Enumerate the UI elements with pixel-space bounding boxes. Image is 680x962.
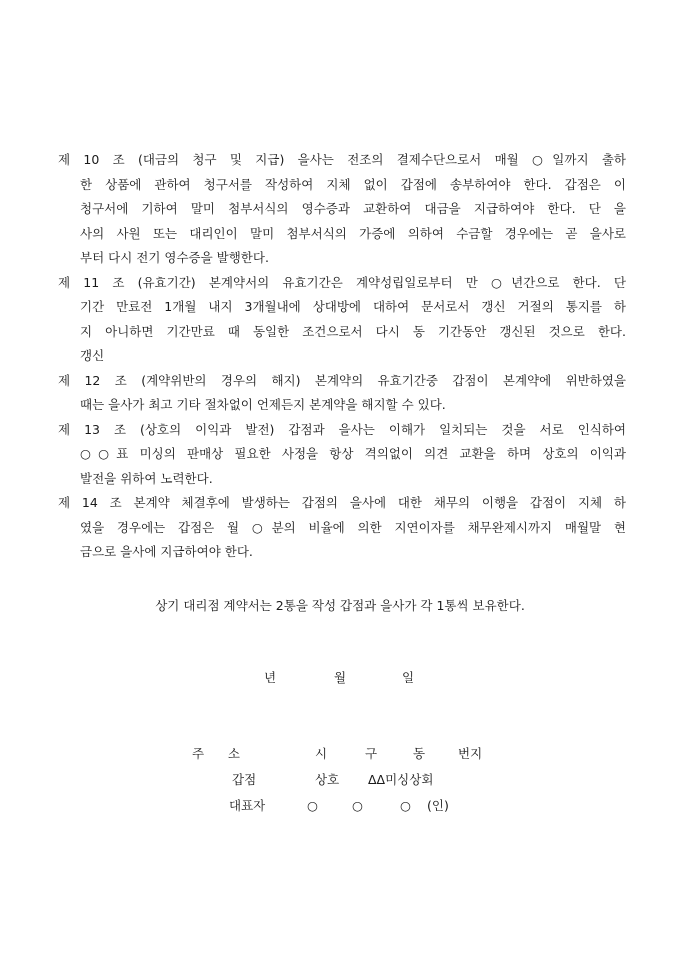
article-list [58, 148, 626, 565]
date-year: 년 [264, 670, 277, 685]
article-10-line: 청구서에 기하여 말미 첨부서식의 영수증과 교환하여 대금을 지급하여야 한다. 단 을 [80, 201, 626, 216]
article-11-line: 기간 만료전 1개월 내지 3개월내에 상대방에 대하여 문서로서 갱신 거절의 통지를 하 [80, 299, 626, 314]
article-11 [58, 271, 626, 369]
date-month: 월 [334, 670, 347, 685]
article-10-line: 부터 다시 전기 영수증을 발행한다. [80, 250, 269, 265]
address-si: 시 [315, 746, 328, 761]
representative-mark: ○ [400, 798, 411, 813]
article-13-line: 제 13 조 (상호의 이익과 발전) 갑점과 을사는 이해가 일치되는 것을 서로 인식하여 [58, 421, 626, 437]
article-14 [58, 491, 626, 565]
address-beonji: 번지 [458, 746, 483, 761]
article-11-line: 지 아니하면 기간만료 때 동일한 조건으로서 다시 동 기간동안 갱신된 것으로 한다. [80, 323, 626, 339]
article-10-line: 제 10 조 (대금의 청구 및 지급) 을사는 전조의 결제수단으로서 매월 ○일까지 출하 [58, 152, 626, 167]
representative-mark: ○ [352, 798, 363, 813]
article-11-line: 갱신 [80, 348, 105, 363]
article-13-line: 발전을 위하여 노력한다. [80, 470, 213, 486]
seal-label: (인) [427, 798, 449, 813]
article-12-line: 제 12 조 (계약위반의 경우의 해지) 본계약의 유효기간중 갑점이 본계약에 위반하였을 [58, 372, 626, 388]
article-10-line: 한 상품에 관하여 청구서를 작성하여 지체 없이 갑점에 송부하여야 한다. 갑점은 이 [80, 176, 626, 192]
copies-statement: 상기 대리점 계약서는 2통을 작성 갑점과 을사가 각 1통씩 보유한다. [155, 598, 525, 613]
trade-name-value: ΔΔ미싱상회 [368, 772, 434, 787]
article-14-line: 금으로 을사에 지급하여야 한다. [80, 544, 253, 559]
representative-label: 대표자 [229, 798, 266, 813]
address-dong: 동 [413, 746, 426, 761]
address-label: 주 소 [192, 746, 240, 761]
article-14-line: 였을 경우에는 갑점은 월 ○분의 비율에 의한 지연이자를 채무완제시까지 매월말 현 [80, 519, 626, 535]
article-12 [58, 369, 626, 418]
party-label: 갑점 [232, 772, 257, 787]
date-day: 일 [402, 670, 415, 685]
article-10-line: 사의 사원 또는 대리인이 말미 첨부서식의 가증에 의하여 수금할 경우에는 곧 을사로 [80, 225, 626, 241]
article-11-line: 제 11 조 (유효기간) 본계약서의 유효기간은 계약성립일로부터 만 ○년간으로 한다. 단 [58, 274, 626, 290]
article-14-line: 제 14 조 본계약 체결후에 발생하는 갑점의 을사에 대한 채무의 이행을 갑점이 지체 하 [58, 495, 626, 510]
address-gu: 구 [365, 746, 378, 761]
trade-name-label: 상호 [315, 772, 340, 787]
article-10 [58, 148, 626, 271]
article-13 [58, 418, 626, 492]
representative-mark: ○ [307, 798, 318, 813]
article-13-line: ○○표 미싱의 판매상 필요한 사정을 항상 격의없이 의견 교환을 하며 상호의 이익과 [80, 446, 626, 461]
article-12-line: 때는 을사가 최고 기타 절차없이 언제든지 본계약을 해지할 수 있다. [80, 397, 446, 412]
